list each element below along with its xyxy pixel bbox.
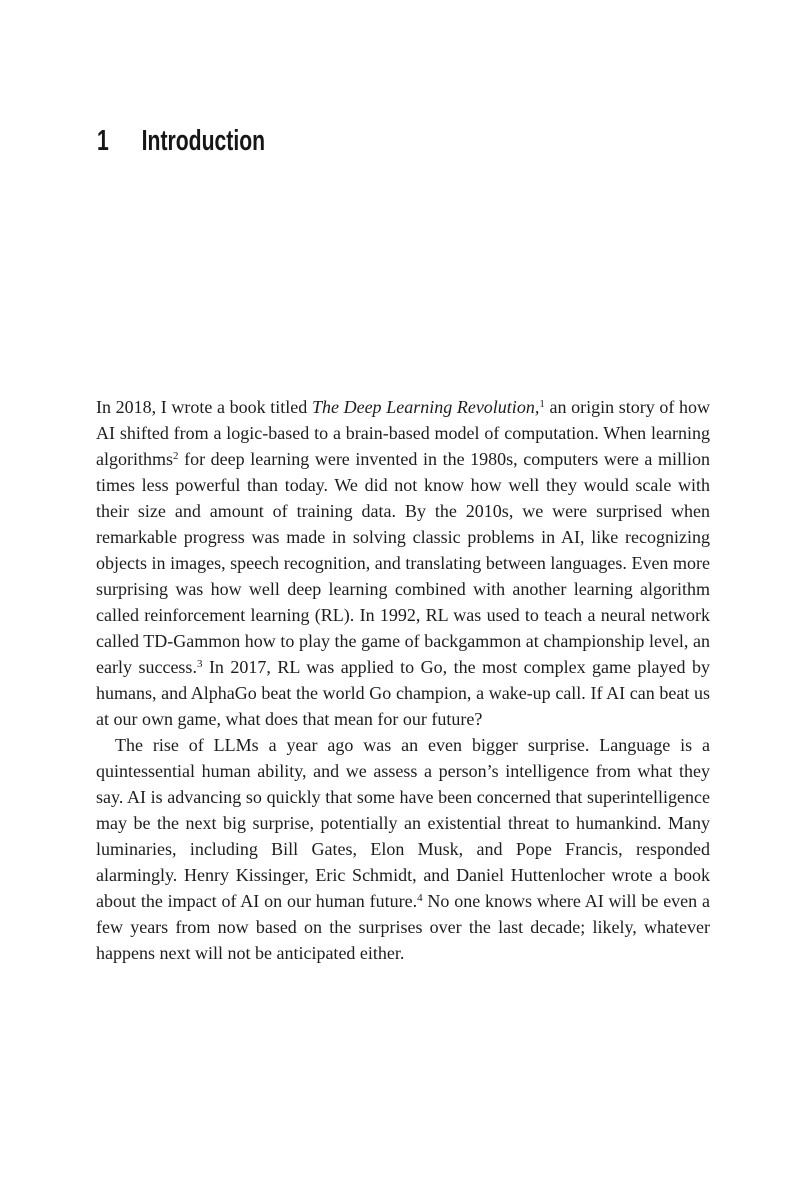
footnote-marker: 1: [539, 397, 545, 410]
book-title-italic: The Deep Learning Revolution,: [311, 397, 540, 417]
text-run: an origin story of how AI shifted from a logic-based to a brain-based model of computation. When learning algorithms: [96, 397, 710, 469]
paragraph: [96, 394, 710, 732]
paragraph: [96, 732, 710, 966]
chapter-heading: [97, 127, 265, 156]
text-run: No one knows where AI will be even a few years from now based on the surprises over the last decade; likely, whatever happens next will not be anticipated either.: [96, 891, 710, 963]
footnote-marker: 3: [196, 657, 203, 670]
text-run: The rise of LLMs a year ago was an even bigger surprise. Language is a quintessential human ability, and we assess a person’s intelligence from what they say. AI is advancing so quickly that some have been concerned that superintelligence may be the next big surprise, potentially an existential threat to humankind. Many luminaries, including Bill Gates, Elon Musk, and Pope Francis, responded alarmingly. Henry Kissinger, Eric Schmidt, and Daniel Huttenlocher wrote a book about the impact of AI on our human future.: [96, 735, 710, 911]
text-run: for deep learning were invented in the 1980s, computers were a million times less powerful than today. We did not know how well they would scale with their size and amount of training data. By the 2010s, we were surprised when remarkable progress was made in solving classic problems in AI, like recognizing objects in images, speech recognition, and translating between languages. Even more surprising was how well deep learning combined with another learning algorithm called reinforcement learning (RL). In 1992, RL was used to teach a neural network called TD-Gammon how to play the game of backgammon at championship level, an early success.: [96, 449, 710, 677]
footnote-marker: 2: [173, 449, 179, 462]
footnote-marker: 4: [417, 891, 423, 904]
text-run: In 2018, I wrote a book titled: [96, 397, 312, 417]
body-text: [96, 394, 710, 966]
chapter-title: Introduction: [141, 125, 266, 157]
text-run: In 2017, RL was applied to Go, the most complex game played by humans, and AlphaGo beat the world Go champion, a wake-up call. If AI can beat us at our own game, what does that mean for our future?: [96, 657, 710, 729]
chapter-number: 1: [97, 125, 109, 157]
